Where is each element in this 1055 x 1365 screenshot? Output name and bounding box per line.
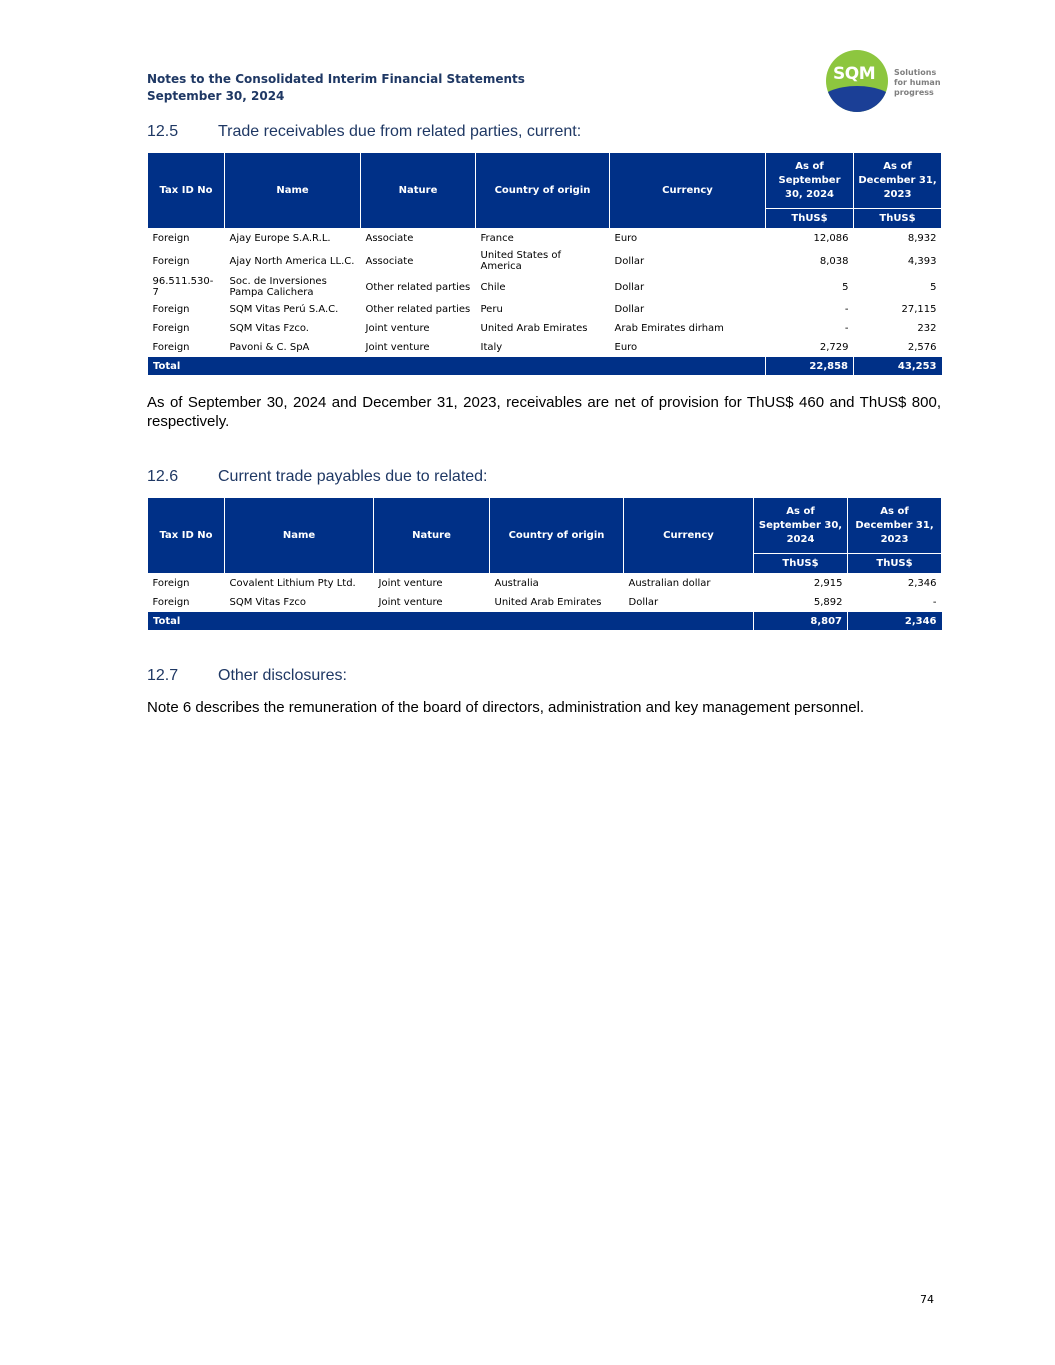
- table-cell: Euro: [614, 233, 638, 244]
- table-cell: United Arab Emirates: [480, 323, 588, 334]
- table-cell: Italy: [480, 342, 503, 353]
- col-header: Tax ID No: [148, 498, 225, 574]
- table-row: [148, 248, 942, 274]
- table-cell: Foreign: [152, 323, 190, 334]
- table-cell: 8,038: [819, 255, 849, 267]
- logo-wave: [826, 86, 888, 112]
- table-cell: 5: [842, 281, 849, 293]
- table-cell: Australia: [494, 578, 539, 589]
- section-12-7-heading: [147, 667, 347, 685]
- col-header: As of December 31, 2023: [854, 153, 942, 209]
- logo-tagline-line: progress: [894, 88, 934, 97]
- table-cell: SQM Vitas Perú S.A.C.: [229, 304, 339, 315]
- logo-tagline-line: for human: [894, 78, 941, 87]
- table-cell: Foreign: [152, 342, 190, 353]
- col-header: Nature: [374, 498, 490, 574]
- table-cell: Dollar: [628, 597, 659, 608]
- col-header: As of September 30, 2024: [766, 153, 854, 209]
- total-row: [148, 357, 942, 375]
- col-header: Currency: [624, 498, 754, 574]
- table-cell: -: [932, 597, 937, 608]
- table-cell: Arab Emirates dirham: [614, 323, 724, 334]
- table-cell: Dollar: [614, 281, 645, 293]
- table-cell: -: [844, 323, 849, 334]
- logo-tagline: [894, 68, 954, 98]
- table-cell: Joint venture: [365, 323, 430, 334]
- table-cell: Euro: [614, 342, 638, 353]
- table-cell: SQM Vitas Fzco: [229, 597, 306, 608]
- section-title: Other disclosures:: [218, 667, 347, 684]
- col-header: Name: [225, 498, 374, 574]
- section-title: Current trade payables due to related:: [218, 468, 488, 485]
- table-row: [148, 593, 942, 612]
- table-cell: Pavoni & C. SpA: [229, 342, 310, 353]
- unit-header: ThUS$: [848, 554, 942, 574]
- table-cell: United States of America: [480, 250, 562, 272]
- section-title: Trade receivables due from related parties, current:: [218, 123, 582, 140]
- table-cell: 5,892: [813, 597, 843, 608]
- table-cell: Ajay Europe S.A.R.L.: [229, 233, 331, 244]
- table-cell: Australian dollar: [628, 578, 711, 589]
- total-value: 8,807: [754, 612, 848, 630]
- logo-circle: [826, 50, 888, 112]
- section-12-5-heading: [147, 123, 581, 141]
- table-cell: 2,729: [819, 342, 849, 353]
- header-title: Notes to the Consolidated Interim Financial Statements: [147, 72, 525, 86]
- table-cell: 2,915: [813, 578, 843, 589]
- table-cell: Foreign: [152, 578, 190, 589]
- total-value: 22,858: [766, 357, 854, 375]
- table-cell: Joint venture: [378, 597, 443, 608]
- total-label: Total: [148, 357, 766, 375]
- col-header: Country of origin: [476, 153, 610, 229]
- total-row: [148, 612, 942, 630]
- page-number: 74: [920, 1293, 934, 1306]
- table-cell: Covalent Lithium Pty Ltd.: [229, 578, 356, 589]
- col-header: Country of origin: [490, 498, 624, 574]
- table-cell: Joint venture: [378, 578, 443, 589]
- section-number: 12.5: [147, 123, 179, 140]
- table-cell: SQM Vitas Fzco.: [229, 323, 309, 334]
- table-cell: Foreign: [152, 597, 190, 608]
- total-value: 2,346: [848, 612, 942, 630]
- table-cell: -: [844, 304, 849, 315]
- section-number: 12.6: [147, 468, 179, 485]
- table-cell: Associate: [365, 255, 414, 267]
- table-row: [148, 274, 942, 300]
- table-row: [148, 300, 942, 319]
- logo-text: SQM: [833, 64, 876, 84]
- table-cell: 2,576: [907, 342, 937, 353]
- table-cell: Other related parties: [365, 304, 471, 315]
- table-row: [148, 338, 942, 357]
- table-cell: Soc. de Inversiones Pampa Calichera: [229, 276, 327, 298]
- table-cell: United Arab Emirates: [494, 597, 602, 608]
- table-cell: Joint venture: [365, 342, 430, 353]
- payables-table: [147, 497, 942, 630]
- col-header: Tax ID No: [148, 153, 225, 229]
- header-date: September 30, 2024: [147, 89, 285, 103]
- table-cell: 232: [917, 323, 937, 334]
- table-cell: Associate: [365, 233, 414, 244]
- col-header: As of December 31, 2023: [848, 498, 942, 554]
- col-header: As of September 30, 2024: [754, 498, 848, 554]
- table-cell: 12,086: [813, 233, 849, 244]
- table-cell: 8,932: [907, 233, 937, 244]
- table-cell: 5: [930, 281, 937, 293]
- section-number: 12.7: [147, 667, 179, 684]
- table-cell: Dollar: [614, 255, 645, 267]
- col-header: Nature: [361, 153, 476, 229]
- unit-header: ThUS$: [754, 554, 848, 574]
- table-cell: Dollar: [614, 304, 645, 315]
- receivables-note: As of September 30, 2024 and December 31, 2023, receivables are net of provision for ThUS$ 460 and ThUS$ 800, respectively.: [147, 394, 941, 430]
- table-cell: 96.511.530-7: [152, 276, 214, 298]
- table-cell: 27,115: [901, 304, 937, 315]
- table-cell: France: [480, 233, 514, 244]
- total-label: Total: [148, 612, 754, 630]
- receivables-table: [147, 152, 942, 375]
- document-header: [147, 71, 525, 105]
- table-cell: 2,346: [907, 578, 937, 589]
- section-12-6-heading: [147, 468, 488, 486]
- total-value: 43,253: [854, 357, 942, 375]
- other-disclosures-text: Note 6 describes the remuneration of the board of directors, administration and key management personnel.: [147, 699, 865, 716]
- col-header: Currency: [610, 153, 766, 229]
- logo-tagline-line: Solutions: [894, 68, 937, 77]
- sqm-logo: [826, 50, 946, 112]
- table-cell: Foreign: [152, 233, 190, 244]
- unit-header: ThUS$: [766, 209, 854, 229]
- unit-header: ThUS$: [854, 209, 942, 229]
- table-cell: Chile: [480, 281, 506, 293]
- table-cell: Ajay North America LL.C.: [229, 255, 355, 267]
- table-cell: Foreign: [152, 304, 190, 315]
- table-cell: 4,393: [907, 255, 937, 267]
- col-header: Name: [225, 153, 361, 229]
- table-cell: Foreign: [152, 255, 190, 267]
- table-row: [148, 319, 942, 338]
- table-cell: Other related parties: [365, 281, 471, 293]
- table-row: [148, 574, 942, 594]
- table-row: [148, 229, 942, 249]
- table-cell: Peru: [480, 304, 503, 315]
